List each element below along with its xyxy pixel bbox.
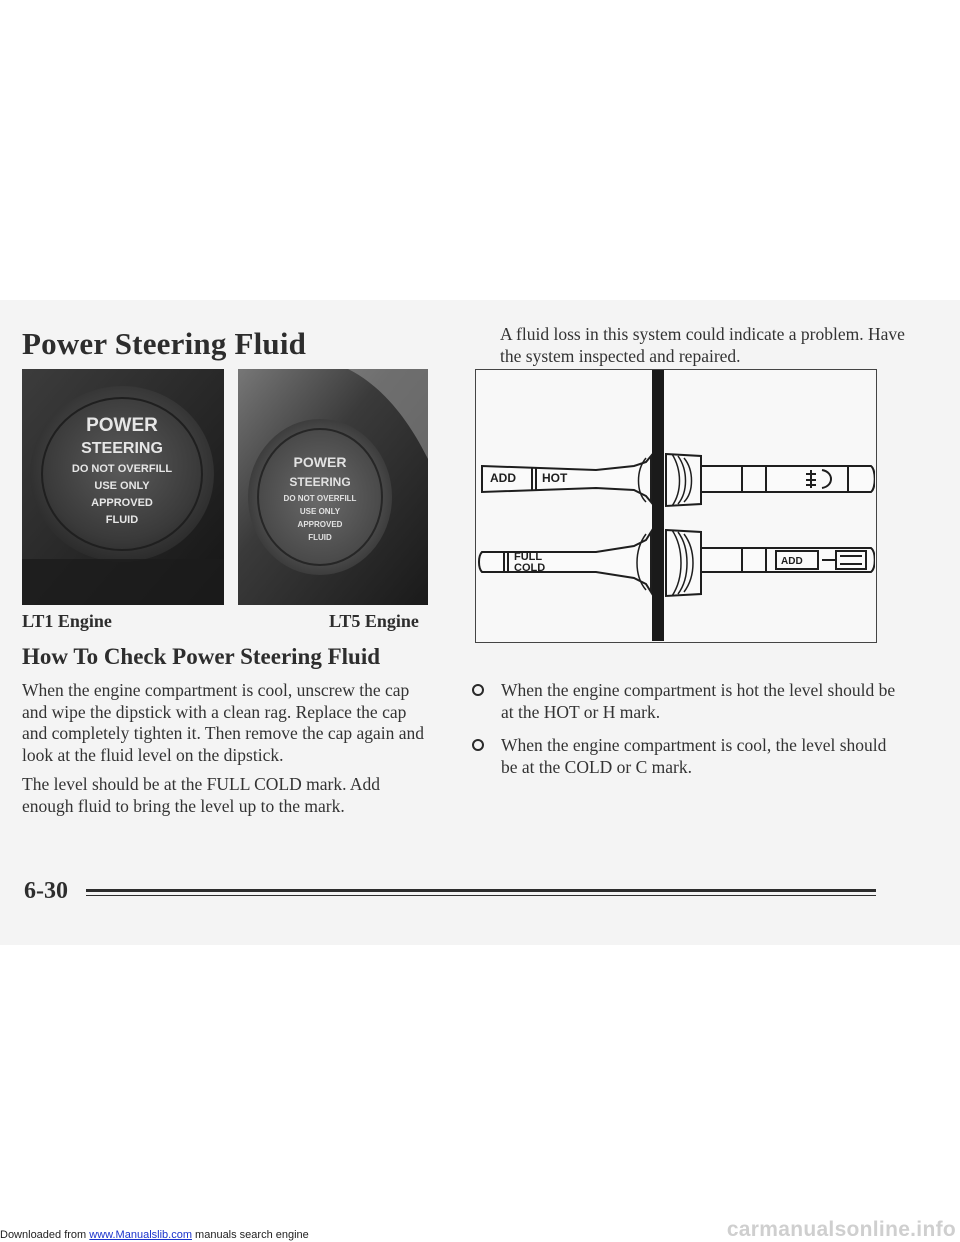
- cap-text-line: POWER: [86, 415, 158, 436]
- full-mark: FULL: [514, 551, 543, 563]
- instructions-paragraph: When the engine compartment is cool, unscrew the cap and wipe the dipstick with a clean rag. Replace the cap and completely tighten it. Then remove the cap again and look at the fluid level on the dipstick.: [22, 680, 425, 765]
- lt1-cap-photo: [22, 369, 224, 605]
- lt5-caption: LT5 Engine: [329, 611, 419, 631]
- dipstick-upper: [482, 454, 875, 506]
- watermark-text: carmanualsonline.info: [726, 1218, 956, 1241]
- banner-suffix: manuals search engine: [195, 1229, 309, 1241]
- bullet-text: When the engine compartment is hot the level should be at the HOT or H mark.: [501, 680, 896, 722]
- intro-paragraph: A fluid loss in this system could indicate a problem. Have the system inspected and repaired.: [500, 324, 905, 366]
- cap-text-line: APPROVED: [297, 520, 343, 529]
- how-to-heading: How To Check Power Steering Fluid: [22, 644, 381, 669]
- list-item: [468, 735, 898, 778]
- cap-text-line: USE ONLY: [299, 507, 341, 516]
- cap-text-line: POWER: [293, 454, 347, 470]
- hot-mark: HOT: [542, 471, 568, 485]
- dipstick-shaft: [652, 370, 664, 641]
- cap-text-line: USE ONLY: [94, 480, 150, 492]
- cap-text-line: FLUID: [105, 514, 139, 526]
- list-item: [468, 680, 898, 723]
- level-bullet-list: [468, 680, 898, 790]
- lt1-caption: LT1 Engine: [22, 611, 112, 631]
- cap-text-line: STEERING: [289, 475, 351, 489]
- cap-text-line: DO NOT OVERFILL: [283, 494, 357, 503]
- cap-text-line: APPROVED: [91, 497, 153, 509]
- bullet-icon: [472, 684, 484, 696]
- page-number: 6-30: [24, 878, 68, 904]
- footer-rule-thin: [86, 895, 876, 896]
- page-title: Power Steering Fluid: [22, 326, 307, 361]
- bullet-text: When the engine compartment is cool, the level should be at the COLD or C mark.: [501, 735, 887, 777]
- banner-prefix: Downloaded from: [0, 1229, 87, 1241]
- lt5-cap-photo: [238, 369, 428, 605]
- cold-mark: COLD: [514, 562, 546, 574]
- dipstick-illustration: [475, 369, 877, 643]
- level-paragraph: The level should be at the FULL COLD mark. Add enough fluid to bring the level up to the mark.: [22, 774, 381, 816]
- manualslib-link[interactable]: www.Manualslib.com: [89, 1229, 192, 1241]
- cap-text-line: DO NOT OVERFILL: [71, 463, 173, 475]
- bullet-icon: [472, 739, 484, 751]
- footer-rule: [86, 889, 876, 892]
- cap-text-line: FLUID: [308, 533, 332, 542]
- add-mark-upper: ADD: [490, 471, 516, 485]
- cap-text-line: STEERING: [81, 440, 163, 457]
- download-banner: [0, 1229, 309, 1242]
- add-mark-lower: ADD: [781, 556, 803, 567]
